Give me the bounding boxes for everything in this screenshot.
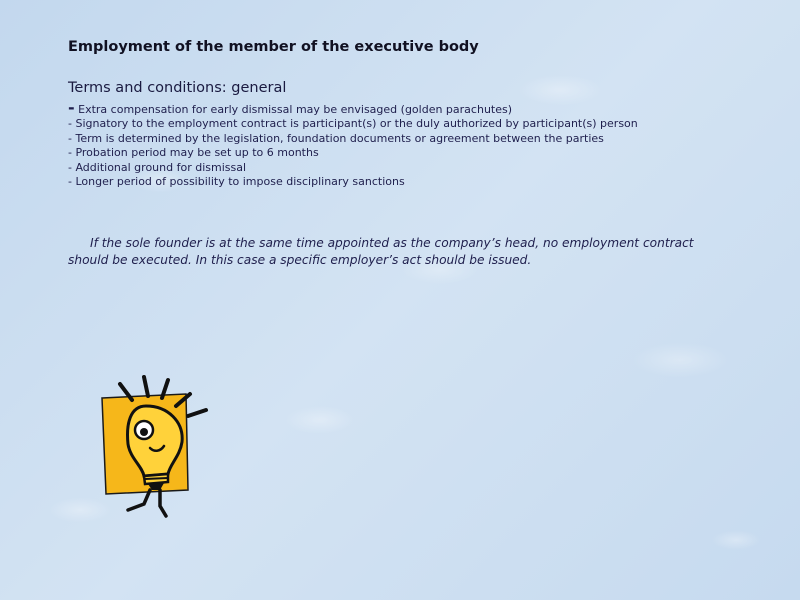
list-item: - Signatory to the employment contract is participant(s) or the duly authorized by participant(s) person bbox=[68, 117, 638, 131]
list-item: - Term is determined by the legislation, foundation documents or agreement between the parties bbox=[68, 131, 604, 145]
slide-subtitle: Terms and conditions: general bbox=[68, 80, 287, 96]
list-item: - Additional ground for dismissal bbox=[68, 160, 247, 174]
conditions-list bbox=[68, 98, 708, 189]
slide-title: Employment of the member of the executive body bbox=[68, 39, 479, 55]
list-item: - Probation period may be set up to 6 months bbox=[68, 146, 319, 160]
founder-note: If the sole founder is at the same time appointed as the company’s head, no employment contract should be executed. In this case a specific employer’s act should be issued. bbox=[68, 236, 694, 267]
bullet-dash: - bbox=[68, 98, 75, 117]
list-item: - Longer period of possibility to impose disciplinary sanctions bbox=[68, 175, 405, 189]
list-item-text: Extra compensation for early dismissal may be envisaged (golden parachutes) bbox=[78, 103, 513, 116]
lightbulb-character-icon bbox=[98, 372, 212, 520]
list-item bbox=[68, 98, 708, 117]
